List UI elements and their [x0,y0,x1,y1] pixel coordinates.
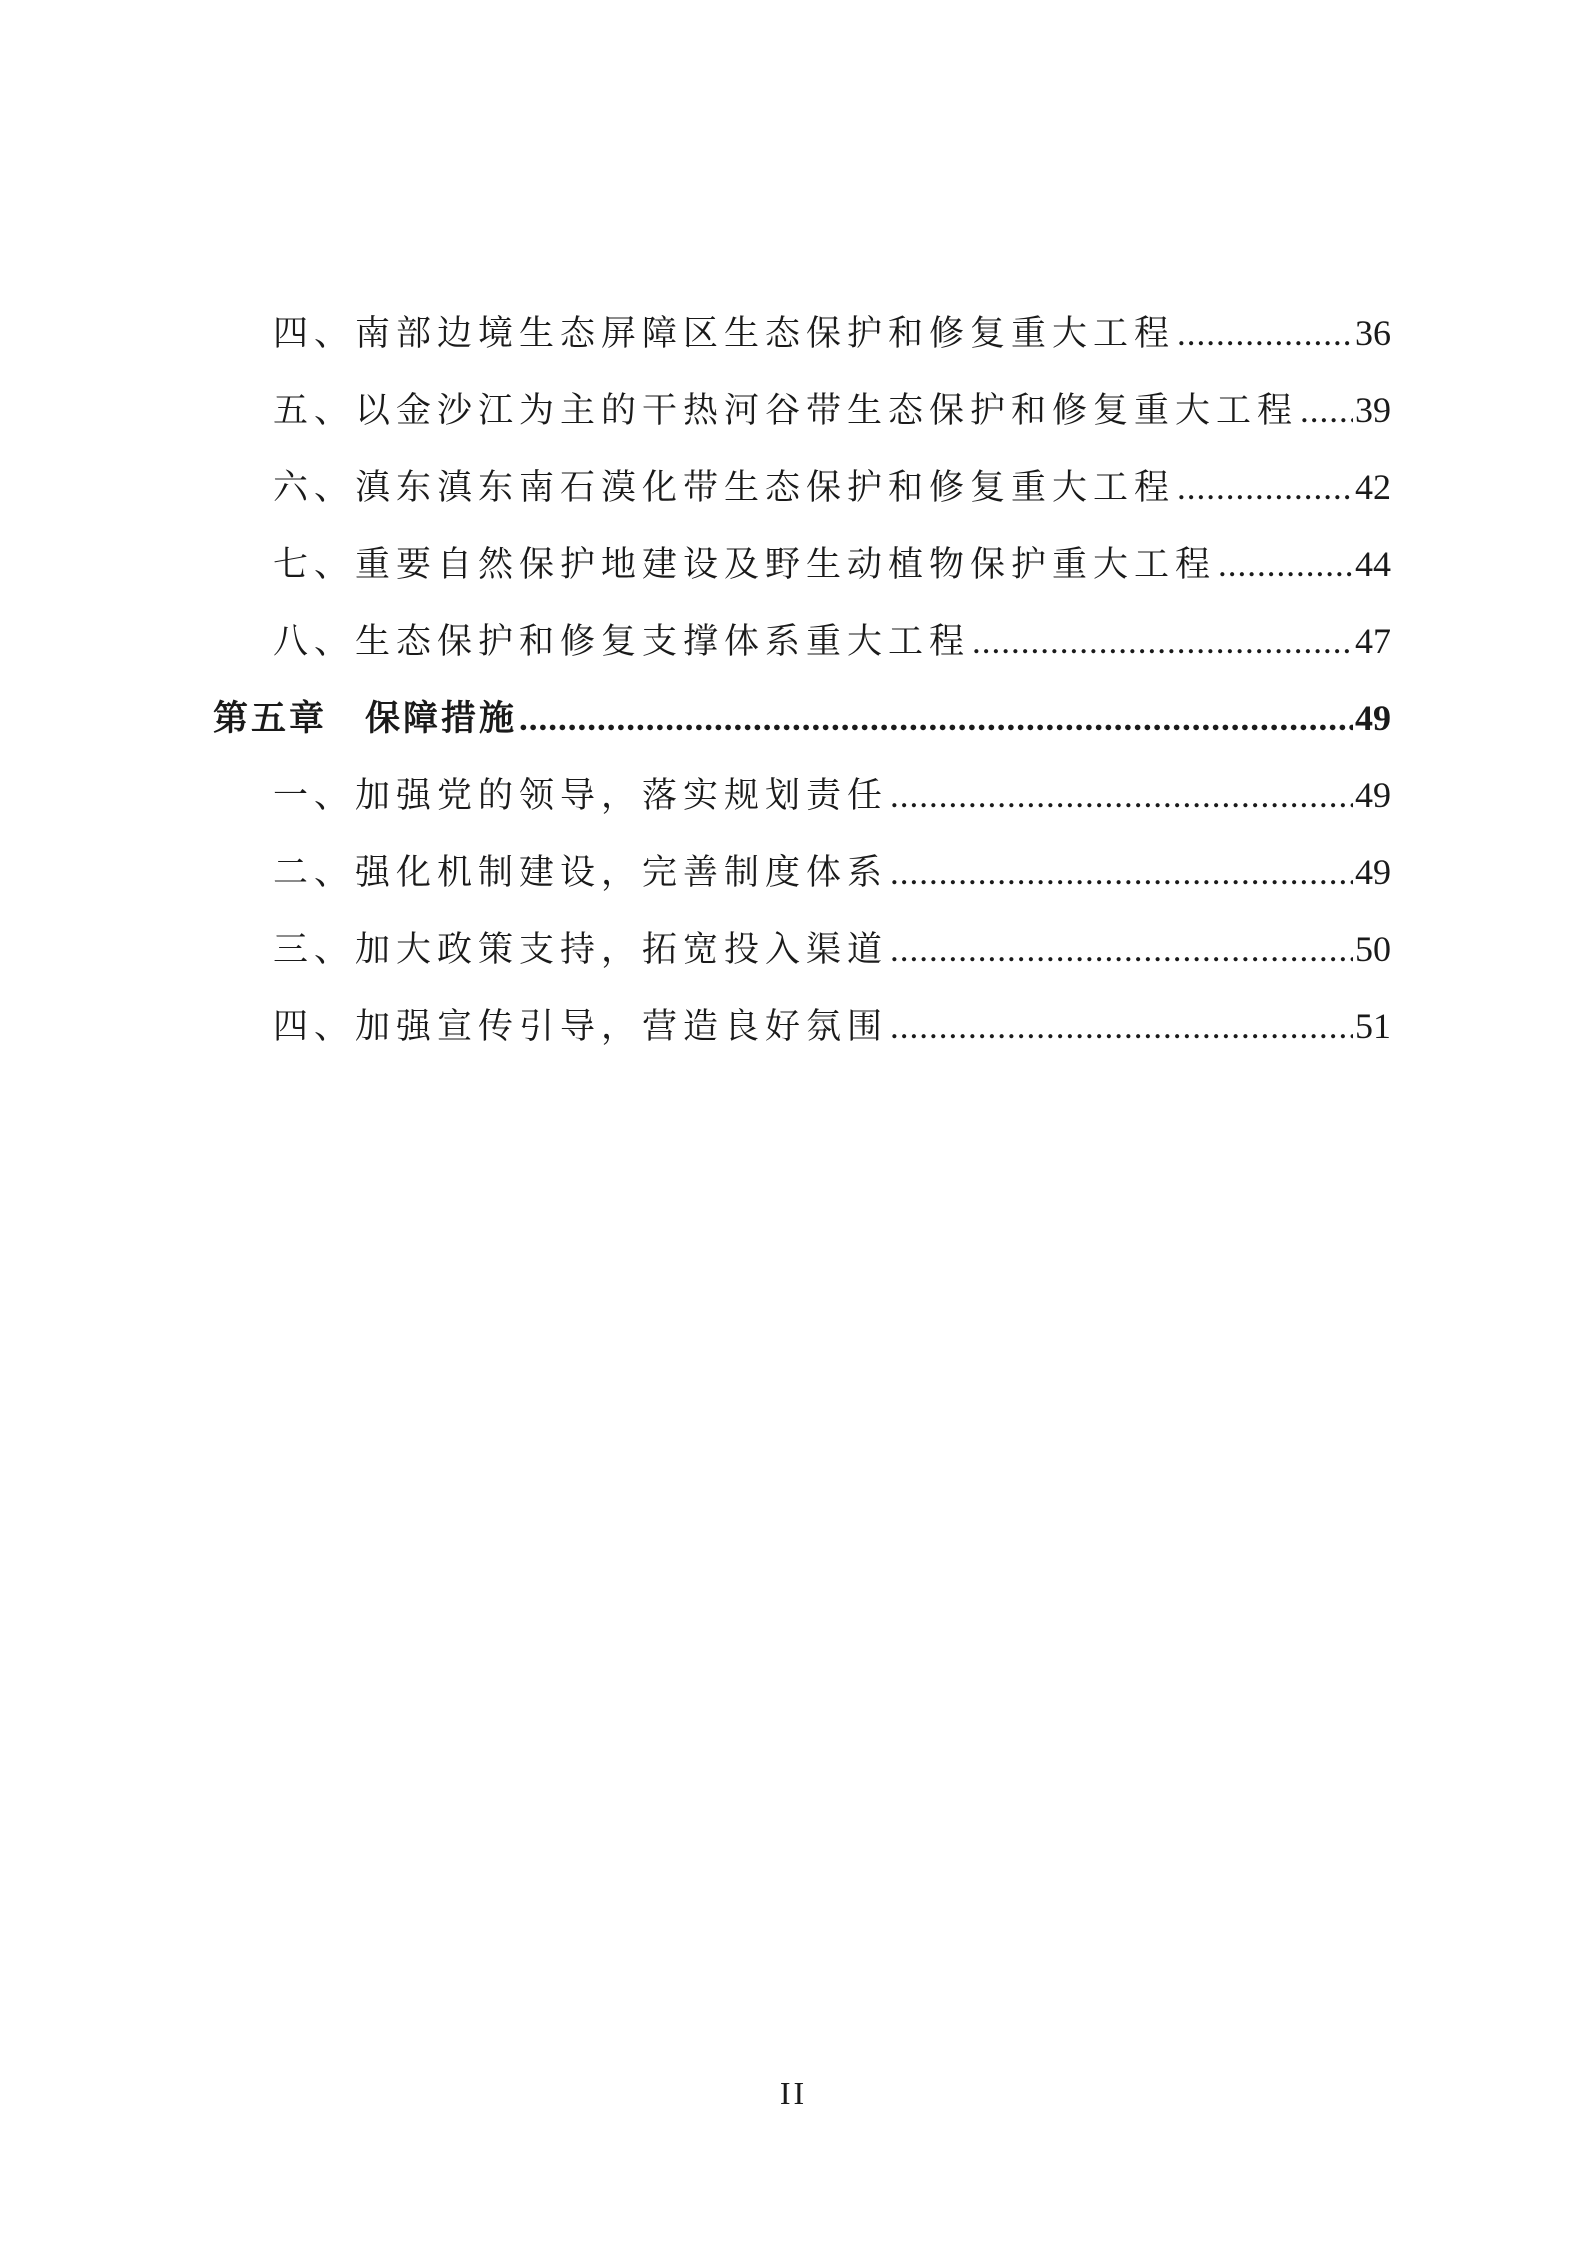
toc-dot-leader [890,834,1353,911]
toc-entry-section-3[interactable] [213,911,1391,988]
toc-entry-chapter-5[interactable] [213,680,1391,757]
toc-entry-page: 49 [1355,775,1391,815]
toc-entry-title: 七、重要自然保护地建设及野生动植物保护重大工程 [273,545,1217,585]
toc-entry-title: 六、滇东滇东南石漠化带生态保护和修复重大工程 [273,468,1176,508]
toc-entry-section-2[interactable] [213,834,1391,911]
toc-entry-page: 36 [1355,313,1391,353]
toc-entry-section-1[interactable] [213,757,1391,834]
toc-entry-title: 五、以金沙江为主的干热河谷带生态保护和修复重大工程 [273,391,1299,431]
page-number: II [779,2075,808,2111]
toc-chapter-title: 第五章 保障措施 [213,698,518,739]
toc-entry-title: 三、加大政策支持，拓宽投入渠道 [273,930,889,970]
toc-entry-page: 51 [1355,1006,1391,1046]
toc-dot-leader [890,988,1353,1065]
toc-entry-page: 47 [1355,621,1391,661]
toc-entry-section-4b[interactable] [213,988,1391,1065]
toc-entry-page: 39 [1355,390,1391,430]
toc-entry-page: 44 [1355,544,1391,584]
table-of-contents [213,295,1391,1065]
toc-dot-leader [1177,295,1353,372]
toc-dot-leader [519,680,1353,757]
toc-entry-section-4[interactable] [213,295,1391,372]
toc-entry-title: 四、南部边境生态屏障区生态保护和修复重大工程 [273,314,1176,354]
toc-entry-section-6[interactable] [213,449,1391,526]
toc-entry-section-7[interactable] [213,526,1391,603]
toc-dot-leader [890,757,1353,834]
toc-dot-leader [890,911,1353,988]
toc-dot-leader [1300,372,1353,449]
toc-entry-page: 49 [1355,852,1391,892]
toc-entry-section-8[interactable] [213,603,1391,680]
toc-entry-title: 二、强化机制建设，完善制度体系 [273,853,889,893]
toc-dot-leader [1218,526,1353,603]
toc-entry-title: 四、加强宣传引导，营造良好氛围 [273,1007,889,1047]
toc-entry-page: 50 [1355,929,1391,969]
toc-entry-page: 42 [1355,467,1391,507]
toc-entry-section-5[interactable] [213,372,1391,449]
toc-dot-leader [1177,449,1353,526]
toc-entry-page: 49 [1355,698,1391,738]
toc-entry-title: 八、生态保护和修复支撑体系重大工程 [273,622,971,662]
toc-entry-title: 一、加强党的领导，落实规划责任 [273,776,889,816]
toc-dot-leader [972,603,1353,680]
